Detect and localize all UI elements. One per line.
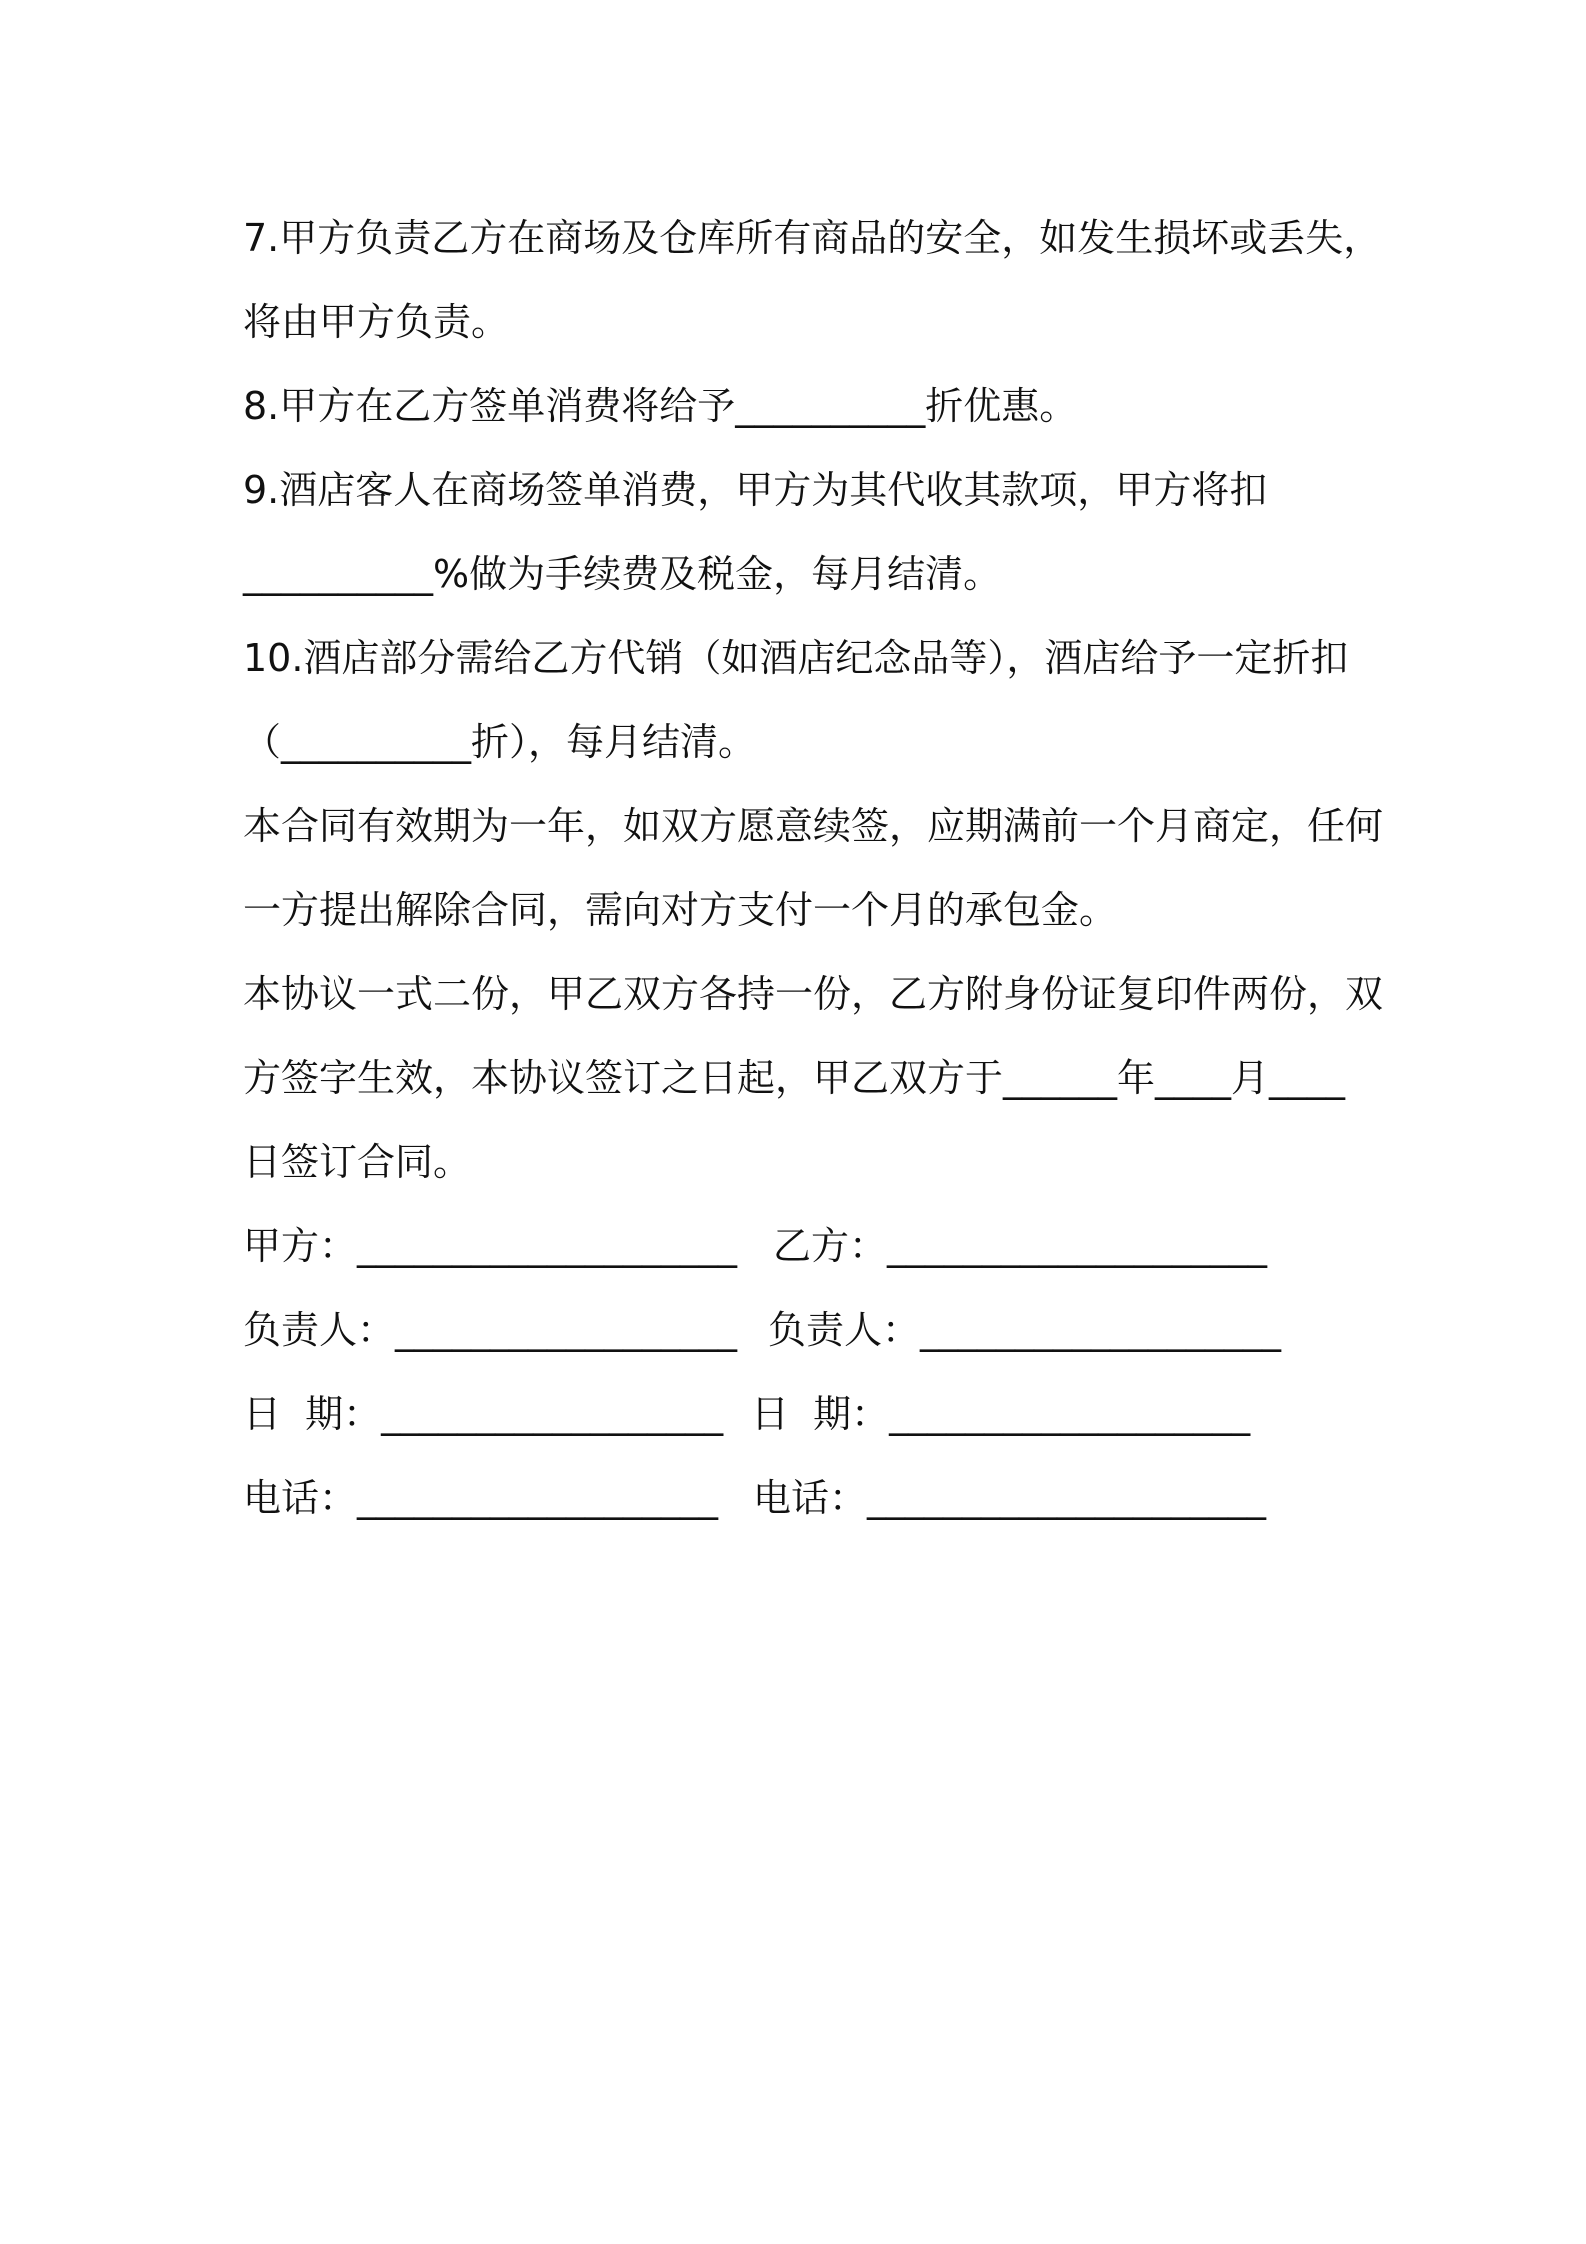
- party-b-date-field[interactable]: 日 期：___________________: [751, 1392, 1251, 1436]
- signature-row-phone: [243, 1456, 1363, 1540]
- signature-row-date: [243, 1372, 1363, 1456]
- party-a-date-field[interactable]: 日 期：__________________: [243, 1392, 724, 1436]
- document-body: [243, 196, 1384, 1540]
- party-b-responsible-field[interactable]: 负责人：___________________: [768, 1308, 1282, 1352]
- party-b-signature-field[interactable]: 乙方：____________________: [773, 1224, 1268, 1268]
- signature-row-party: [243, 1204, 1363, 1288]
- party-b-phone-field[interactable]: 电话：_____________________: [753, 1476, 1267, 1520]
- clause-9-line-1: 9.酒店客人在商场签单消费，甲方为其代收其款项，甲方将扣: [243, 468, 1268, 512]
- party-a-phone-field[interactable]: 电话：___________________: [243, 1476, 719, 1520]
- validity-line-1: 本合同有效期为一年，如双方愿意续签，应期满前一个月商定，任何: [243, 804, 1384, 848]
- signature-row-responsible: [243, 1288, 1363, 1372]
- party-a-responsible-field[interactable]: 负责人：__________________: [243, 1308, 738, 1352]
- copies-line-3: 日签订合同。: [243, 1140, 472, 1184]
- clause-9-line-2: __________%做为手续费及税金，每月结清。: [243, 552, 1002, 596]
- clause-7-line-1: 7.甲方负责乙方在商场及仓库所有商品的安全，如发生损坏或丢失，: [243, 216, 1382, 260]
- validity-line-2: 一方提出解除合同，需向对方支付一个月的承包金。: [243, 888, 1118, 932]
- copies-line-1: 本协议一式二份，甲乙双方各持一份，乙方附身份证复印件两份，双: [243, 972, 1384, 1016]
- copies-line-2: 方签字生效，本协议签订之日起，甲乙双方于______年____月____: [243, 1056, 1346, 1100]
- party-a-signature-field[interactable]: 甲方：____________________: [243, 1224, 738, 1268]
- clause-10-line-2: （__________折），每月结清。: [243, 720, 757, 764]
- clause-10-line-1: 10.酒店部分需给乙方代销（如酒店纪念品等），酒店给予一定折扣: [243, 636, 1349, 680]
- clause-8: 8.甲方在乙方签单消费将给予__________折优惠。: [243, 384, 1078, 428]
- clause-7-line-2: 将由甲方负责。: [243, 300, 510, 344]
